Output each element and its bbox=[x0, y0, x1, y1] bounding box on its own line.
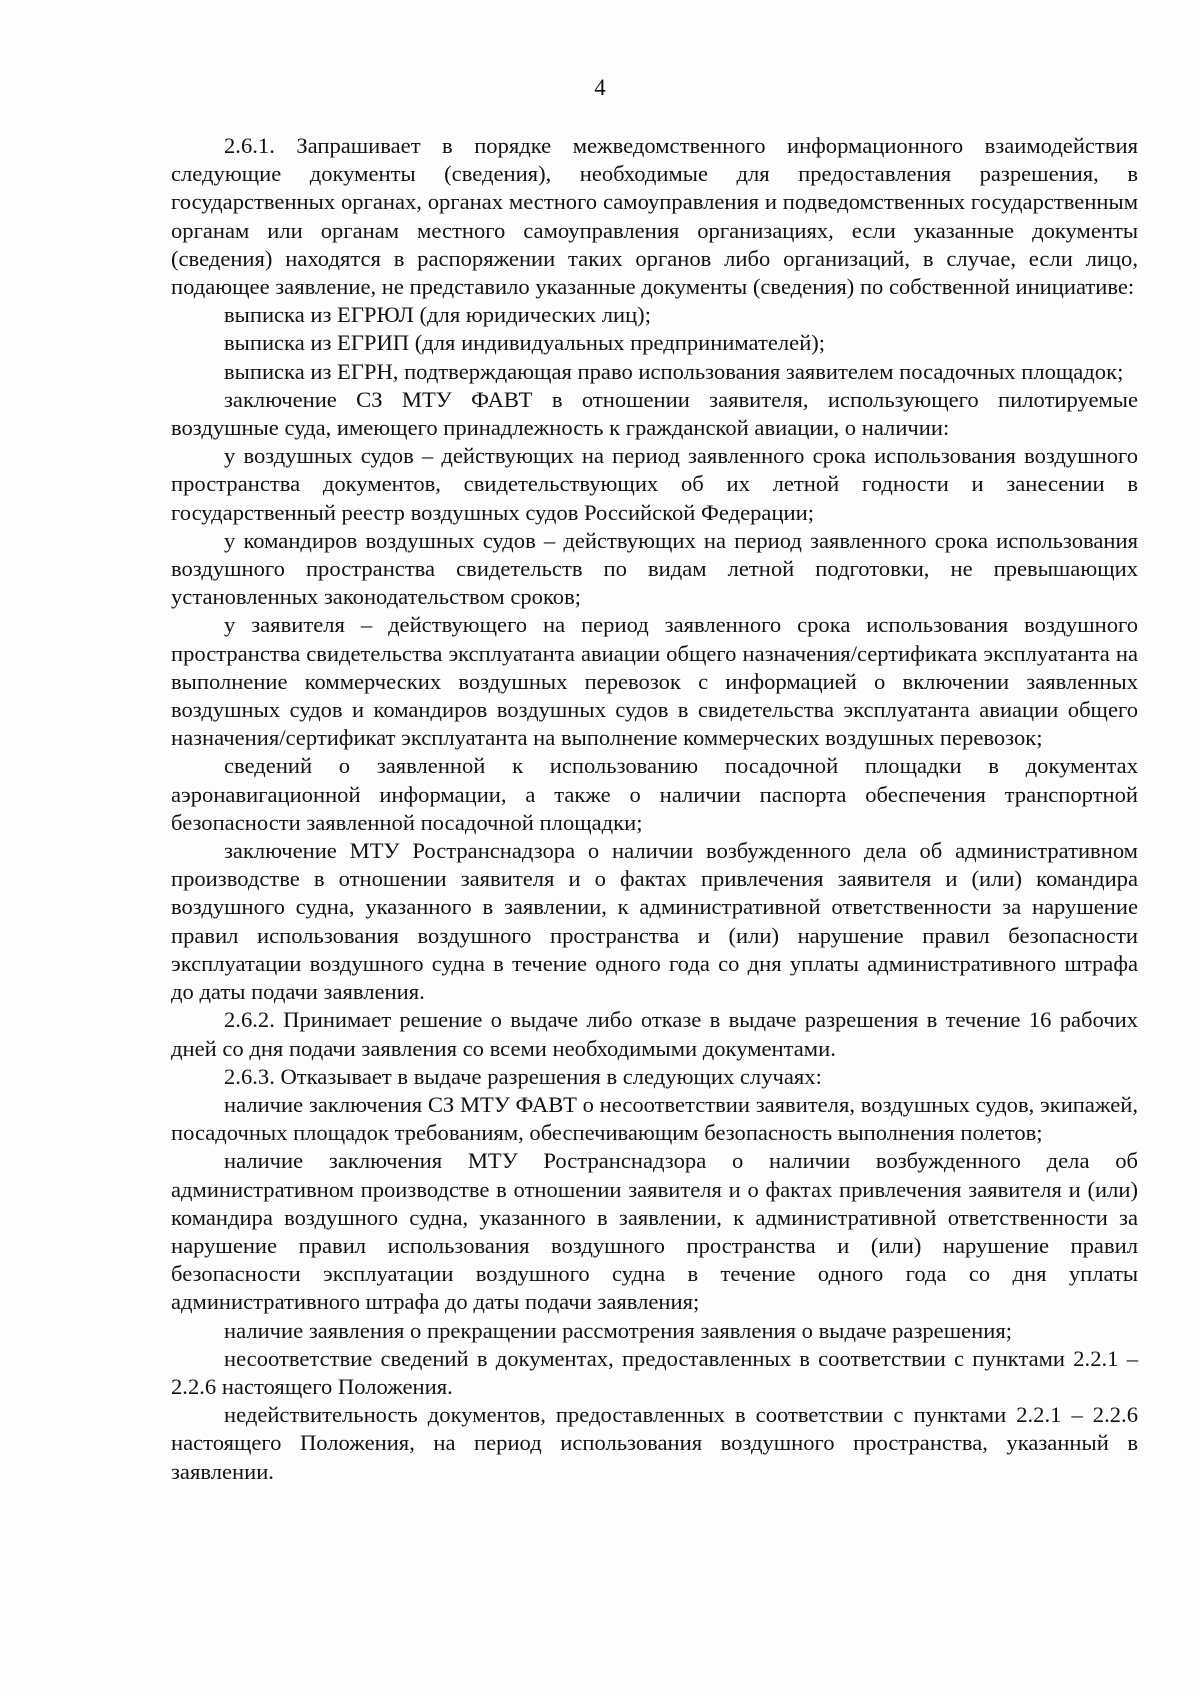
paragraph-egrn: выписка из ЕГРН, подтверждающая право использования заявителем посадочных площадок; bbox=[224, 358, 1124, 384]
paragraph-rostransnadzor: заключение МТУ Ространснадзора о наличии возбужденного дела об административном производстве в отношении заявителя и о фактах привлечения заявителя и (или) командира воздушного судна, указанного в заявлении, к административной ответственности за нарушение правил использования воздушного пространства и (или) нарушение правил безопасности эксплуатации воздушного судна в течение одного года со дня уплаты административного штрафа до даты подачи заявления. bbox=[171, 838, 1138, 1005]
paragraph-sz-mtu-favt: заключение СЗ МТУ ФАВТ в отношении заявителя, использующего пилотируемые воздушные суда, имеющего принадлежность к гражданской авиации, о наличии: bbox=[171, 386, 1138, 441]
paragraph-applicant: у заявителя – действующего на период заявленного срока использования воздушного пространства свидетельства эксплуатанта авиации общего назначения/сертификата эксплуатанта на выполнение коммерческих воздушных перевозок с информацией о включении заявленных воздушных судов и командиров воздушных судов в свидетельства эксплуатанта авиации общего назначения/сертификат эксплуатанта на выполнение коммерческих воздушных перевозок; bbox=[171, 612, 1138, 751]
paragraph-commanders: у командиров воздушных судов – действующих на период заявленного срока использования воздушного пространства свидетельств по видам летной подготовки, не превышающих установленных законодательством сроков; bbox=[171, 527, 1138, 610]
page-number: 4 bbox=[594, 75, 606, 100]
paragraph-refusal-invalid: недействительность документов, предоставленных в соответствии с пунктами 2.2.1 – 2.2.6 настоящего Положения, на период использования воздушного пространства, указанный в заявлении. bbox=[171, 1402, 1138, 1484]
paragraph-egrul: выписка из ЕГРЮЛ (для юридических лиц); bbox=[224, 302, 651, 328]
paragraph-2-6-1: 2.6.1. Запрашивает в порядке межведомственного информационного взаимодействия следующие документы (сведения), необходимые для предоставления разрешения, в государственных органах, органах местного самоуправления и подведомственных государственным органам или органам местного самоуправления организациях, если указанные документы (сведения) находятся в распоряжении таких органов либо организаций, в случае, если лицо, подающее заявление, не представило указанные документы (сведения) по собственной инициативе: bbox=[171, 133, 1138, 300]
paragraph-2-6-3: 2.6.3. Отказывает в выдаче разрешения в следующих случаях: bbox=[224, 1063, 822, 1089]
paragraph-refusal-termination: наличие заявления о прекращении рассмотрения заявления о выдаче разрешения; bbox=[224, 1317, 1012, 1343]
paragraph-refusal-rostransnadzor: наличие заключения МТУ Ространснадзора о наличии возбужденного дела об административном производстве в отношении заявителя и о фактах привлечения заявителя и (или) командира воздушного судна, указанного в заявлении, к административной ответственности за нарушение правил использования воздушного пространства и (или) нарушение правил безопасности эксплуатации воздушного судна в течение одного года со дня уплаты административного штрафа до даты подачи заявления; bbox=[171, 1148, 1138, 1315]
document-body bbox=[171, 132, 1138, 1486]
paragraph-egrip: выписка из ЕГРИП (для индивидуальных предпринимателей); bbox=[224, 330, 826, 356]
paragraph-refusal-favt: наличие заключения СЗ МТУ ФАВТ о несоответствии заявителя, воздушных судов, экипажей, посадочных площадок требованиям, обеспечивающим безопасность выполнения полетов; bbox=[171, 1091, 1138, 1146]
paragraph-landing-site: сведений о заявленной к использованию посадочной площадки в документах аэронавигационной информации, а также о наличии паспорта обеспечения транспортной безопасности заявленной посадочной площадки; bbox=[171, 753, 1138, 835]
paragraph-refusal-mismatch: несоответствие сведений в документах, предоставленных в соответствии с пунктами 2.2.1 – 2.2.6 настоящего Положения. bbox=[171, 1345, 1138, 1399]
paragraph-aircraft: у воздушных судов – действующих на период заявленного срока использования воздушного пространства документов, свидетельствующих об их летной годности и занесении в государственный реестр воздушных судов Российской Федерации; bbox=[171, 443, 1138, 525]
paragraph-2-6-2: 2.6.2. Принимает решение о выдаче либо отказе в выдаче разрешения в течение 16 рабочих дней со дня подачи заявления со всеми необходимыми документами. bbox=[171, 1007, 1138, 1061]
